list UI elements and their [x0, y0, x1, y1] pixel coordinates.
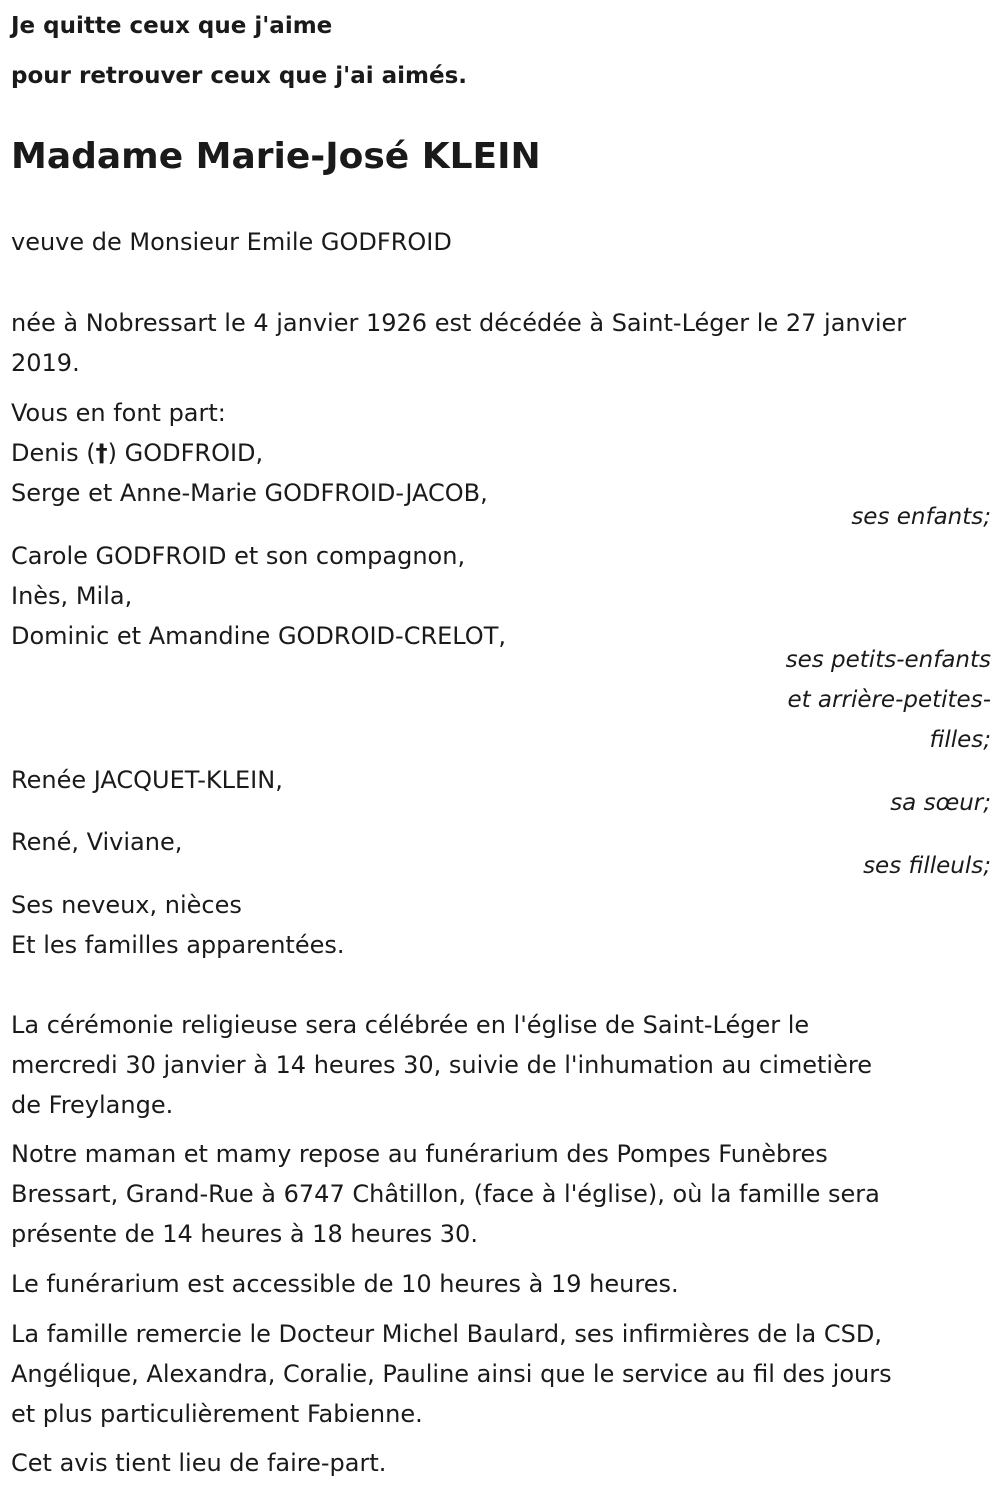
ceremony-line-3: de Freylange. [11, 1091, 174, 1119]
godchildren-relation: ses filleuls; [863, 853, 991, 879]
godchildren-line: René, Viviane, [11, 828, 183, 856]
children-line-1-prefix: Denis ( [11, 439, 96, 467]
funeral-home-line-1: Notre maman et mamy repose au funérarium des Pompes Funèbres [11, 1140, 828, 1168]
funeral-home-line-2: Bressart, Grand-Rue à 6747 Châtillon, (face à l'église), où la famille sera [11, 1180, 880, 1208]
hours-line: Le funérarium est accessible de 10 heures à 19 heures. [11, 1270, 679, 1298]
thanks-line-3: et plus particulièrement Fabienne. [11, 1400, 423, 1428]
grandchildren-line-1: Carole GODFROID et son compagnon, [11, 542, 466, 570]
sister-line: Renée JACQUET-KLEIN, [11, 766, 283, 794]
announcement-intro: Vous en font part: [11, 399, 226, 427]
deceased-name: Madame Marie-José KLEIN [11, 136, 541, 177]
birth-death-line-2: 2019. [11, 349, 80, 377]
closing-line: Cet avis tient lieu de faire-part. [11, 1449, 387, 1477]
children-line-2: Serge et Anne-Marie GODFROID-JACOB, [11, 479, 488, 507]
thanks-line-1: La famille remercie le Docteur Michel Baulard, ses infirmières de la CSD, [11, 1320, 882, 1348]
grandchildren-line-2: Inès, Mila, [11, 582, 133, 610]
birth-death-line-1: née à Nobressart le 4 janvier 1926 est décédée à Saint-Léger le 27 janvier [11, 309, 907, 337]
children-relation: ses enfants; [851, 504, 991, 530]
children-line-1-suffix: ) GODFROID, [107, 439, 264, 467]
thanks-line-2: Angélique, Alexandra, Coralie, Pauline ainsi que le service au fil des jours [11, 1360, 892, 1388]
grandchildren-relation-line-1: ses petits-enfants [785, 647, 991, 673]
grandchildren-line-3: Dominic et Amandine GODROID-CRELOT, [11, 622, 506, 650]
ceremony-line-1: La cérémonie religieuse sera célébrée en l'église de Saint-Léger le [11, 1011, 810, 1039]
grandchildren-relation-line-2: et arrière-petites- [787, 687, 991, 713]
grandchildren-relation-line-3: filles; [929, 727, 991, 753]
others-line-2: Et les familles apparentées. [11, 931, 345, 959]
sister-relation: sa sœur; [890, 790, 991, 816]
cross-icon: † [95, 439, 108, 467]
others-line-1: Ses neveux, nièces [11, 891, 242, 919]
widow-of: veuve de Monsieur Emile GODFROID [11, 228, 452, 256]
quote-line-2: pour retrouver ceux que j'ai aimés. [11, 63, 468, 89]
ceremony-line-2: mercredi 30 janvier à 14 heures 30, suivie de l'inhumation au cimetière [11, 1051, 872, 1079]
children-line-1 [11, 433, 263, 473]
quote-line-1: Je quitte ceux que j'aime [11, 13, 333, 39]
funeral-home-line-3: présente de 14 heures à 18 heures 30. [11, 1220, 478, 1248]
